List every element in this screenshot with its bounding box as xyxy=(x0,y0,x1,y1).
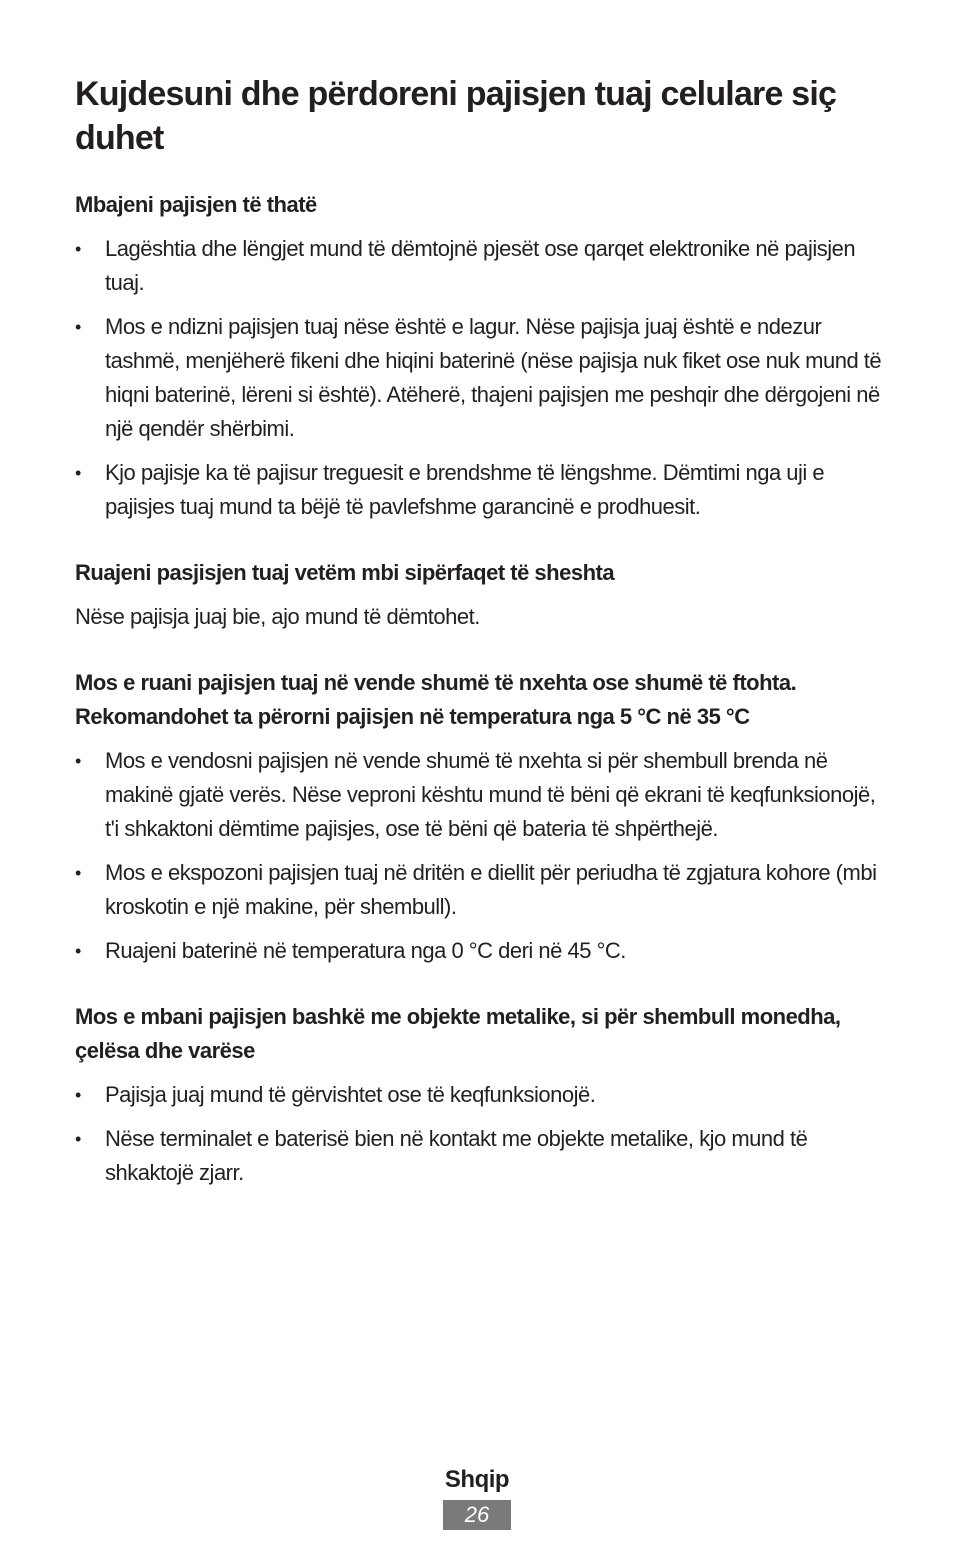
bullet-list xyxy=(75,1078,885,1190)
list-item-text: Ruajeni baterinë në temperatura nga 0 °C deri në 45 °C. xyxy=(105,938,626,963)
section-heading: Mos e ruani pajisjen tuaj në vende shumë të nxehta ose shumë të ftohta. Rekomandohet ta përorni pajisjen në temperatura nga 5 °C në 35 °C xyxy=(75,670,797,729)
bullet-icon: • xyxy=(75,239,81,259)
page-footer xyxy=(0,1462,954,1530)
section-temperature xyxy=(75,666,885,968)
list-item xyxy=(75,1078,885,1112)
list-item-text: Mos e ekspozoni pajisjen tuaj në dritën e diellit për periudha të zgjatura kohore (mbi kroskotin e një makine, për shembull). xyxy=(105,860,877,919)
section-paragraph: Nëse pajisja juaj bie, ajo mund të dëmtohet. xyxy=(75,604,480,629)
section-flat-surfaces xyxy=(75,556,885,634)
page-title: Kujdesuni dhe përdoreni pajisjen tuaj celulare siç duhet xyxy=(75,75,837,157)
list-item-text: Mos e ndizni pajisjen tuaj nëse është e lagur. Nëse pajisja juaj është e ndezur tashmë, menjëherë fikeni dhe hiqini baterinë (nëse pajisja nuk fiket ose nuk mund të hiqni baterinë, lëreni si është). Atëherë, thajeni pajisjen me peshqir dhe dërgojeni në një qendër shërbimi. xyxy=(105,314,882,441)
list-item xyxy=(75,456,885,524)
list-item xyxy=(75,232,885,300)
section-keep-dry xyxy=(75,188,885,524)
section-metal-objects xyxy=(75,1000,885,1190)
list-item-text: Pajisja juaj mund të gërvishtet ose të keqfunksionojë. xyxy=(105,1082,596,1107)
document-page xyxy=(75,72,885,1222)
list-item-text: Mos e vendosni pajisjen në vende shumë të nxehta si për shembull brenda në makinë gjatë verës. Nëse veproni kështu mund të bëni që ekrani të keqfunksionojë, t'i shkaktoni dëmtime pajisjes, ose të bëni që bateria të shpërthejë. xyxy=(105,748,876,841)
bullet-icon: • xyxy=(75,1085,81,1105)
list-item-text: Kjo pajisje ka të pajisur treguesit e brendshme të lëngshme. Dëmtimi nga uji e pajisjes tuaj mund ta bëjë të pavlefshme garancinë e prodhuesit. xyxy=(105,460,825,519)
list-item-text: Lagështia dhe lëngjet mund të dëmtojnë pjesët ose qarqet elektronike në pajisjen tuaj. xyxy=(105,236,856,295)
bullet-icon: • xyxy=(75,463,81,483)
footer-language: Shqip xyxy=(444,1466,510,1493)
bullet-icon: • xyxy=(75,751,81,771)
bullet-icon: • xyxy=(75,863,81,883)
section-heading: Mbajeni pajisjen të thatë xyxy=(75,192,317,217)
section-heading: Ruajeni pasjisjen tuaj vetëm mbi sipërfaqet të sheshta xyxy=(75,560,615,585)
list-item xyxy=(75,744,885,846)
bullet-list xyxy=(75,744,885,968)
bullet-icon: • xyxy=(75,941,81,961)
list-item xyxy=(75,1122,885,1190)
list-item xyxy=(75,856,885,924)
bullet-icon: • xyxy=(75,317,81,337)
bullet-icon: • xyxy=(75,1129,81,1149)
section-heading: Mos e mbani pajisjen bashkë me objekte metalike, si për shembull monedha, çelësa dhe varëse xyxy=(75,1004,841,1063)
list-item xyxy=(75,934,885,968)
list-item-text: Nëse terminalet e baterisë bien në kontakt me objekte metalike, kjo mund të shkaktojë zjarr. xyxy=(105,1126,808,1185)
bullet-list xyxy=(75,232,885,524)
page-number-badge: 26 xyxy=(443,1500,511,1530)
list-item xyxy=(75,310,885,446)
